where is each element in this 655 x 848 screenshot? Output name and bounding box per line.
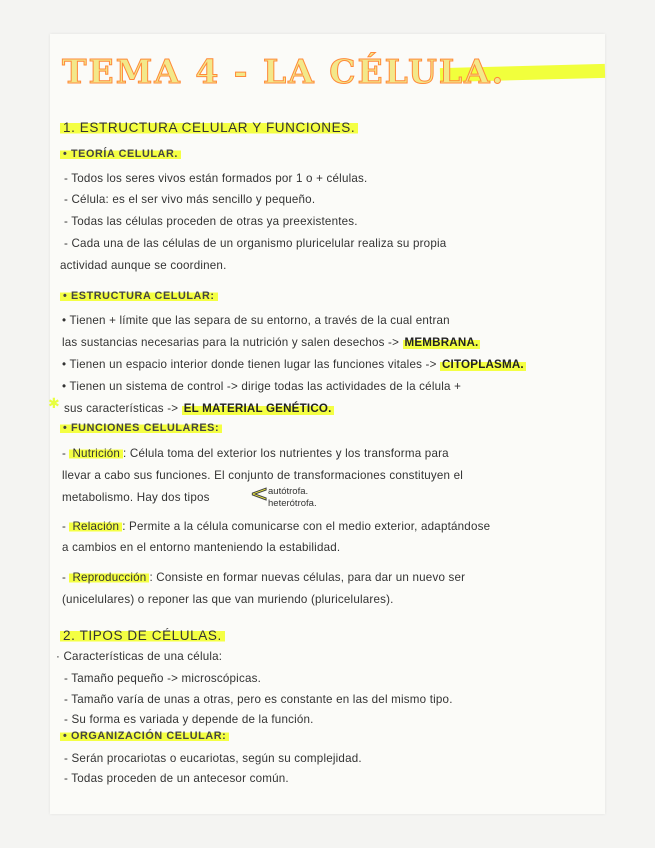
funcion-relacion-line-2: a cambios en el entorno manteniendo la estabilidad.	[62, 541, 341, 554]
funcion-reproduccion-line-1: - Reproducción : Consiste en formar nuevas células, para dar un nuevo ser	[62, 571, 466, 584]
estructura-line-4: • Tienen un sistema de control -> dirige todas las actividades de la célula +	[62, 380, 462, 393]
organizacion-line-1: - Serán procariotas o eucariotas, según su complejidad.	[64, 752, 362, 765]
organizacion-line-2: - Todas proceden de un antecesor común.	[64, 772, 289, 785]
page-title: TEMA 4 - LA CÉLULA.	[62, 52, 506, 91]
tipo-autotrofa: autótrofa.	[268, 486, 309, 497]
funcion-nutricion-line-2: llevar a cabo sus funciones. El conjunto de transformaciones constituyen el	[62, 469, 464, 482]
funcion-nutricion-line-3: metabolismo. Hay dos tipos	[62, 491, 210, 504]
estructura-line-3: • Tienen un espacio interior donde tienen lugar las funciones vitales -> CITOPLASMA.	[62, 358, 524, 371]
section-2-heading: 2. TIPOS DE CÉLULAS.	[60, 628, 225, 643]
teoria-line-4: - Cada una de las células de un organismo pluricelular realiza su propia	[64, 237, 447, 250]
caracteristica-1: - Tamaño pequeño -> microscópicas.	[64, 672, 262, 685]
funcion-reproduccion-line-2: (unicelulares) o reponer las que van muriendo (pluricelulares).	[62, 593, 394, 606]
teoria-line-3: - Todas las células proceden de otras ya preexistentes.	[64, 215, 358, 228]
funcion-relacion-line-1: - Relación : Permite a la célula comunicarse con el medio exterior, adaptándose	[62, 520, 491, 533]
estructura-line-2: las sustancias necesarias para la nutrición y salen desechos -> MEMBRANA.	[62, 336, 479, 349]
caracteristicas-heading: · Características de una célula:	[56, 650, 223, 663]
funcion-nutricion-line-1: - Nutrición : Célula toma del exterior los nutrientes y los transforma para	[62, 447, 449, 460]
estructura-line-1: • Tienen + límite que las separa de su entorno, a través de la cual entran	[62, 314, 450, 327]
caracteristica-2: - Tamaño varía de unas a otras, pero es constante en las del mismo tipo.	[64, 693, 453, 706]
membrana-term: MEMBRANA.	[404, 336, 479, 349]
section-1-heading: 1. ESTRUCTURA CELULAR Y FUNCIONES.	[60, 120, 358, 135]
teoria-line-5: actividad aunque se coordinen.	[60, 259, 227, 272]
citoplasma-term: CITOPLASMA.	[441, 358, 524, 371]
brace-icon: <	[250, 482, 269, 507]
teoria-heading: • TEORÍA CELULAR.	[60, 148, 181, 160]
organizacion-heading: • ORGANIZACIÓN CELULAR:	[60, 730, 229, 742]
estructura-line-5: sus características -> EL MATERIAL GENÉTICO.	[64, 402, 332, 415]
teoria-line-2: - Célula: es el ser vivo más sencillo y pequeño.	[64, 193, 316, 206]
tipo-heterotrofa: heterótrofa.	[268, 498, 317, 509]
funciones-heading: • FUNCIONES CELULARES:	[60, 422, 222, 434]
material-genetico-term: EL MATERIAL GENÉTICO.	[183, 402, 332, 415]
teoria-line-1: - Todos los seres vivos están formados por 1 o + células.	[64, 172, 368, 185]
caracteristica-3: - Su forma es variada y depende de la función.	[64, 713, 314, 726]
estructura-heading: • ESTRUCTURA CELULAR:	[60, 290, 218, 302]
star-icon: ✱	[48, 396, 60, 412]
